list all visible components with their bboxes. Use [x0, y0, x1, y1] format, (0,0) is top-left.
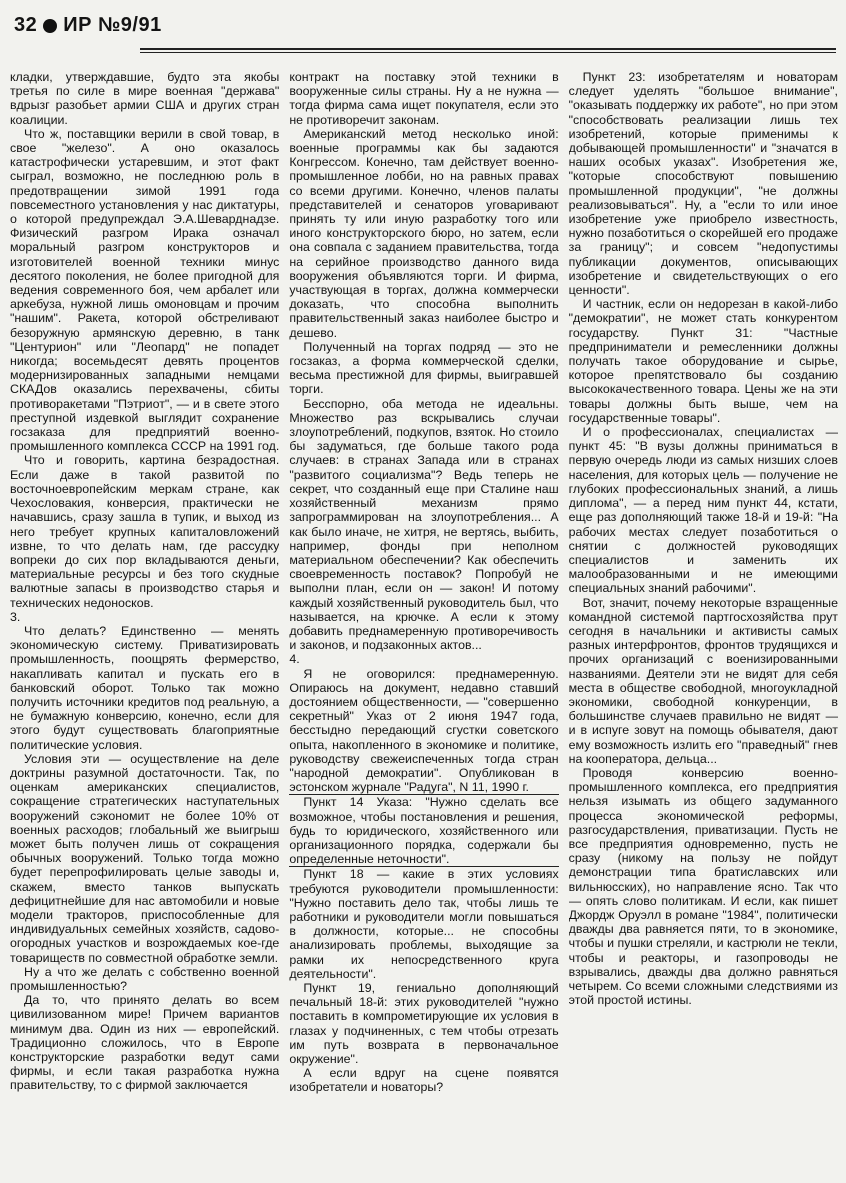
paragraph: контракт на поставку этой техники в вооруженные силы страны. Ну а не нужна — тогда фирма сама ищет покупателя, если это не противоречит законам. — [289, 70, 559, 127]
paragraph: И частник, если он недорезан в какой-либо "демократии", не может стать конкурентом государству. Пункт 31: "Частные предприниматели и ремесленники должны получать такое оборудование и сырье, которое препятствовало бы созданию высококачественного товара. Цены же на эти товары должны быть выше, чем на государственные товары". — [568, 297, 838, 425]
section-number: 4. — [289, 652, 300, 667]
section-number: 3. — [10, 609, 21, 624]
masthead — [14, 14, 162, 37]
paragraph: Условия эти — осуществление на деле доктрины разумной достаточности. Так, по оценкам американских специалистов, сокращение стратегических наступательных вооружений сэкономит не более 10% от военных расходов; глобальный же выигрыш может быть получен лишь от сокращения обычных вооружений. Только тогда можно будет перепрофилировать целые заводы и, скажем, вместо танков выпускать дефицитнейшие для нас автомобили и новые модели тракторов, приспособленные для индивидуальных семейных хозяйств, садово-огородных участков и возрождаемых кое-где товариществ по совместной обработке земли. — [10, 751, 280, 965]
paragraph: Бесспорно, оба метода не идеальны. Множество раз вскрывались случаи злоупотреблений, подкупов, взяток. Но стоило бы задуматься, где больше такого рода случаев: в странах Запада или в странах "развитого социализма"? Ведь теперь не секрет, что созданный еще при Сталине наш хозяйственный механизм прямо запрограммирован на злоупотребления... А как было иначе, не хитря, не вертясь, выбить, например, фонды при неполном материальном обеспечении? Как обеспечить своевременность поставок? Попробуй не выполни план, если он — закон! И потому каждый хозяйственный руководитель был, что называется, на крючке. А если к этому добавить преднамеренную противоречивость и законов, и подзаконных актов... — [289, 396, 559, 653]
paragraph: Пункт 14 Указа: "Нужно сделать все возможное, чтобы постановления и решения, будь то юридического, хозяйственного или организационного порядка, содержали бы определенные неточности". — [289, 795, 559, 867]
paragraph: И о профессионалах, специалистах — пункт 45: "В вузы должны приниматься в первую очередь люди из самых низших слоев населения, для которых цель — получение не глубоких профессиональных знаний, а лишь диплома", — а перед ним пункт 44, кстати, еще раз дополняющий также 18-й и 19-й: "На рабочих местах следует позаботиться о снятии с должностей руководящих специалистов и заменить их малообразованными и не имеющими специальных знаний рабочими". — [568, 425, 838, 596]
header-rule — [140, 48, 836, 53]
paragraph: Американский метод несколько иной: военные программы как бы задаются Конгрессом. Конечно, там действует военно-промышленное лобби, но на равных правах со всеми другими. Конечно, членов палаты представителей и сенаторов уговаривают принять ту или иную разработку того или иного конструкторского бюро, но затем, если она совпала с заданием правительства, тогда на серийное производство данного вида вооружения объявляются торги. И фирма, участвующая в торгах, должна коммерчески доказать, что способна выполнить правительственный заказ наиболее быстро и дешево. — [289, 126, 559, 340]
paragraph: А если вдруг на сцене появятся изобретатели и новаторы? — [289, 1066, 559, 1095]
page-number: 32 — [14, 14, 38, 36]
magazine-name: ИР — [63, 14, 92, 36]
issue-number: №9/91 — [97, 14, 162, 36]
article-column-2 — [289, 70, 558, 1178]
article-body — [10, 70, 838, 1178]
paragraph: Да то, что принято делать во всем цивилизованном мире! Причем вариантов минимум два. Один из них — европейский. Традиционно сложилось, что в Европе конструкторские разработки ведут сами фирмы, и если такая разработка нужна правительству, то с фирмой заключается — [10, 993, 280, 1093]
paragraph: Я не оговорился: преднамеренную. Опираюсь на документ, недавно ставший достоянием общественности, — "совершенно секретный" Указ от 2 июня 1947 года, бесстыдно передающий сгустки советского опыта, накопленного в экономике и политике, руководству свежеиспеченных тогда стран "народной демократии". Опубликован в эстонском журнале "Радуга", N 11, 1990 г. — [289, 666, 559, 795]
paragraph: Пункт 23: изобретателям и новаторам следует уделять "большое внимание", "оказывать поддержку их работе", но при этом "способствовать реализации лишь тех изобретений, которые применимы к добывающей промышленности" и "значатся в наших особых указах". Изобретения же, "которые способствуют повышению промышленной продукции", "не должны реализовываться". Ну, а "если то или иное изобретение уже приобрело известность, нужно позаботиться о скорейшей его продаже за границу"; и совсем "недопустимы публикации документов, описывающих изобретение и свидетельствующих о его ценности". — [568, 70, 838, 298]
page-header — [10, 4, 836, 54]
paragraph: Ну а что же делать с собственно военной промышленностью? — [10, 964, 280, 993]
bullet-dot-icon — [43, 19, 57, 33]
article-column-3 — [569, 70, 838, 1178]
paragraph: Проводя конверсию военно-промышленного комплекса, его предприятия нельзя изымать из общего задуманного процесса экономической реформы, разгосударствления, приватизации. Пусть не все предприятия одновременно, пусть не сразу (никому на пользу не пойдут демонстрации типа братиславских или вильнюсских), но направление ясно. Так что — опять слово политикам. И если, как пишет Джордж Оруэлл в романе "1984", политически дважды два равняется пяти, то в экономике, чтобы и пушки стреляли, и кастрюли не текли, чтобы и реакторы, и газопроводы не взрывались, дважды два должно равняться четырем. Со всеми сложными следствиями из этой простой истины. — [568, 765, 838, 1008]
paragraph: Что и говорить, картина безрадостная. Если даже в такой развитой по восточноевропейским меркам стране, как Чехословакия, конверсия, практически не начавшись, сразу зашла в тупик, и выход из него требует крупных капиталовложений извне, то что делать нам, где рассудку вопреки до сих пор вкладываются деньги, материальные ресурсы и без того скудные валютные запасы в производство старья и технических недоносков. — [10, 453, 280, 610]
paragraph: Что ж, поставщики верили в свой товар, в свое "железо". А оно оказалось катастрофически устаревшим, и этот факт сыграл, возможно, не последнюю роль в предотвращении зимой 1991 года повсеместного установления у нас диктатуры, о которой предупреждал Э.А.Шеварднадзе. Физический разгром Ирака означал моральный разгром конструкторов и изготовителей военной техники минус десятого поколения, не более пригодной для ведения современного боя, чем арбалет или аркебуза, нужной лишь омоновцам и прочим "нашим". Ракета, которой обстреливают безоружную армянскую деревню, в танк "Центурион" или "Леопард" не попадет никогда; восемьдесят девять процентов модернизированных западными немцами СКАДов оказались перехвачены, сбиты противоракетами "Пэтриот", — и в свете этого преступной издевкой выглядит сохранение госзаказа для предприятий военно-промышленного комплекса СССР на 1991 год. — [10, 126, 280, 454]
paragraph: Полученный на торгах подряд — это не госзаказ, а форма коммерческой сделки, весьма престижной для фирмы, выигравшей торги. — [289, 339, 559, 397]
paragraph: Пункт 19, гениально дополняющий печальный 18-й: этих руководителей "нужно поставить в компрометирующие их условия в глазах у подчиненных, с тем чтобы отрезать им путь возврата в первоначальное окружение". — [289, 981, 559, 1067]
article-column-1 — [10, 70, 279, 1178]
paragraph: Пункт 18 — какие в этих условиях требуются руководители промышленности: "Нужно поставить дело так, чтобы лишь те работники и руководители могли повышаться в должности, которые... не способны анализировать проблемы, выходящие за рамки их непосредственного круга деятельности". — [289, 867, 559, 981]
paragraph: кладки, утверждавшие, будто эта якобы третья по силе в мире военная "держава" вдрызг разобьет армии США и других стран коалиции. — [10, 70, 280, 127]
paragraph: Что делать? Единственно — менять экономическую систему. Приватизировать промышленность, поощрять фермерство, накапливать капитал и пускать его в банковский оборот. Только так можно получить источники кредитов под реальную, а не бумажную конверсию, конечно, если для этого будут существовать благоприятные политические условия. — [10, 623, 280, 752]
paragraph: Вот, значит, почему некоторые взращенные командной системой партгосхозяйства прут сегодня в начальники и активисты самых разных интерфронтов, фронтов трудящихся и прочих организаций с военизированными названиями. Деятели эти не видят для себя места в обществе свободной, многоукладной экономики, свободной конкуренции, в большинстве случаев правильно не видят — и в испуге зовут на помощь обывателя, дают ему возможность излить его "праведный" гнев на кооператора, дельца... — [568, 595, 838, 766]
